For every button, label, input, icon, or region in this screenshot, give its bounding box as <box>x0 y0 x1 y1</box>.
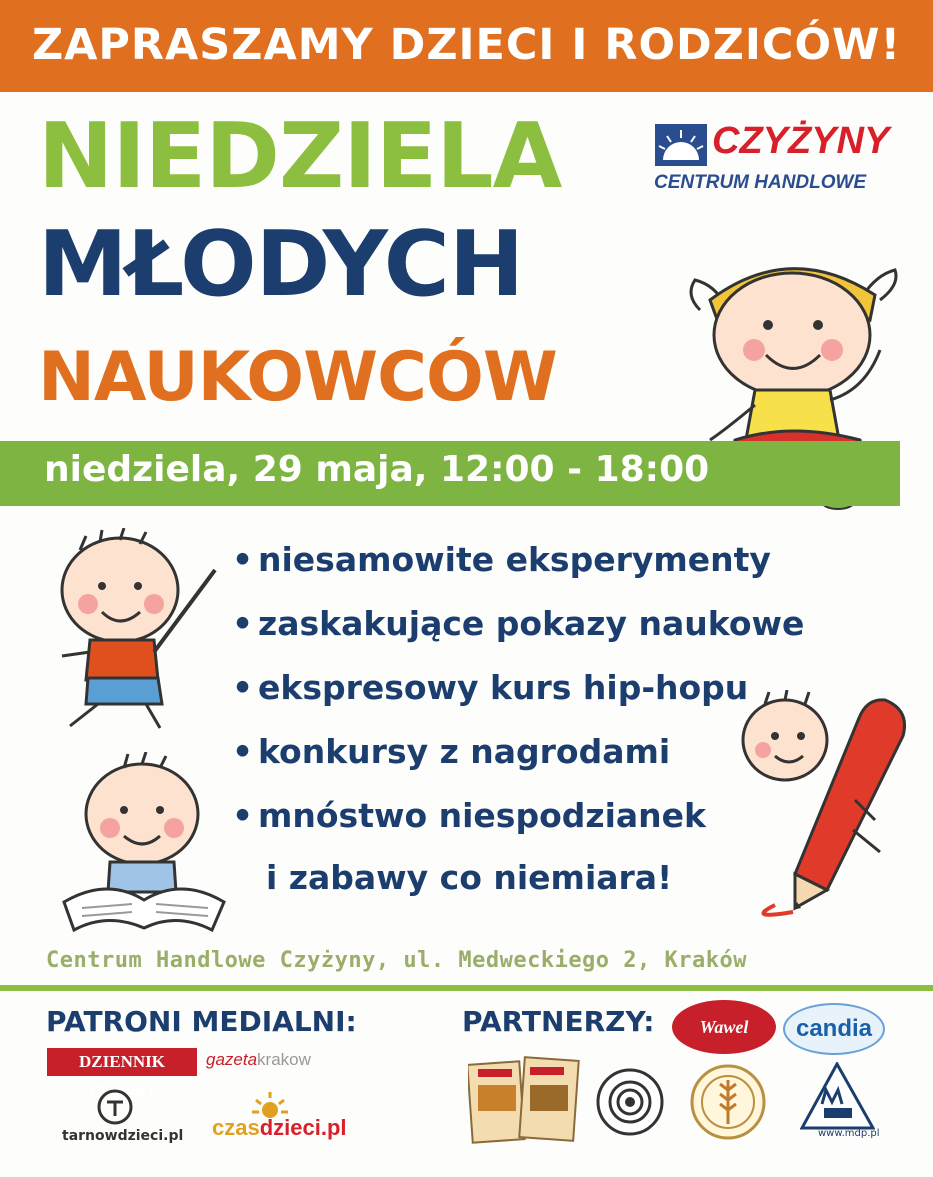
list-item <box>232 536 872 600</box>
boy-pointer-illustration-icon <box>50 528 230 738</box>
dziennik-polski-logo: DZIENNIK POLSKI <box>47 1048 197 1076</box>
title-line-3: NAUKOWCÓW <box>38 338 557 417</box>
tarnow-dzieci-logo: tarnowdzieci.pl <box>62 1128 184 1144</box>
event-address: Centrum Handlowe Czyżyny, ul. Medweckiego 2, Kraków <box>46 948 748 973</box>
gazeta-krakow-logo <box>206 1050 386 1076</box>
list-item-text: konkursy z nagrodami <box>258 732 671 771</box>
books-logo-icon <box>468 1055 580 1145</box>
tarnow-dzieci-logo-icon <box>96 1088 134 1126</box>
list-item-text: mnóstwo niespodzianek <box>258 796 706 835</box>
bullet-icon: • <box>232 732 254 771</box>
czas-dzieci-logo <box>212 1115 347 1141</box>
bullet-icon: • <box>232 796 254 835</box>
list-item-continuation: i zabawy co niemiara! <box>266 858 673 897</box>
title-line-1: NIEDZIELA <box>38 104 562 209</box>
banner-text: ZAPRASZAMY DZIECI I RODZICÓW! <box>31 20 902 70</box>
wawel-logo: Wawel <box>672 1000 776 1054</box>
list-item-text: niesamowite eksperymenty <box>258 540 771 579</box>
divider <box>0 985 933 991</box>
sunrise-logo-icon <box>655 124 707 166</box>
bullet-icon: • <box>232 668 254 707</box>
event-date: niedziela, 29 maja, 12:00 - 18:00 <box>44 449 710 490</box>
logo-subtitle: CENTRUM HANDLOWE <box>654 172 867 193</box>
wheat-seal-logo-icon <box>688 1062 768 1142</box>
logo-name: CZYŻYNY <box>712 120 890 162</box>
czas-logo-text: czas <box>212 1115 260 1140</box>
candia-logo: candia <box>783 1003 885 1055</box>
mdp-url: www.mdp.pl <box>818 1128 880 1139</box>
list-item-text: zaskakujące pokazy naukowe <box>258 604 805 643</box>
bullet-icon: • <box>232 604 254 643</box>
bullet-icon: • <box>232 540 254 579</box>
media-patrons-heading: PATRONI MEDIALNI: <box>46 1005 357 1038</box>
list-item <box>232 600 872 664</box>
list-item <box>232 728 872 792</box>
activity-list <box>232 536 872 856</box>
mdp-logo-icon <box>800 1062 875 1130</box>
dzieci-logo-text: dzieci.pl <box>259 1115 347 1140</box>
krakow-logo-text: krakow <box>257 1050 311 1069</box>
boy-reading-illustration-icon <box>62 752 232 942</box>
partners-heading: PARTNERZY: <box>462 1005 655 1038</box>
gazeta-logo-text: gazeta <box>206 1050 258 1069</box>
list-item <box>232 792 872 856</box>
list-item <box>232 664 872 728</box>
title-line-2: MŁODYCH <box>38 212 524 317</box>
spiral-seal-logo-icon <box>594 1062 666 1142</box>
list-item-text: ekspresowy kurs hip-hopu <box>258 668 749 707</box>
